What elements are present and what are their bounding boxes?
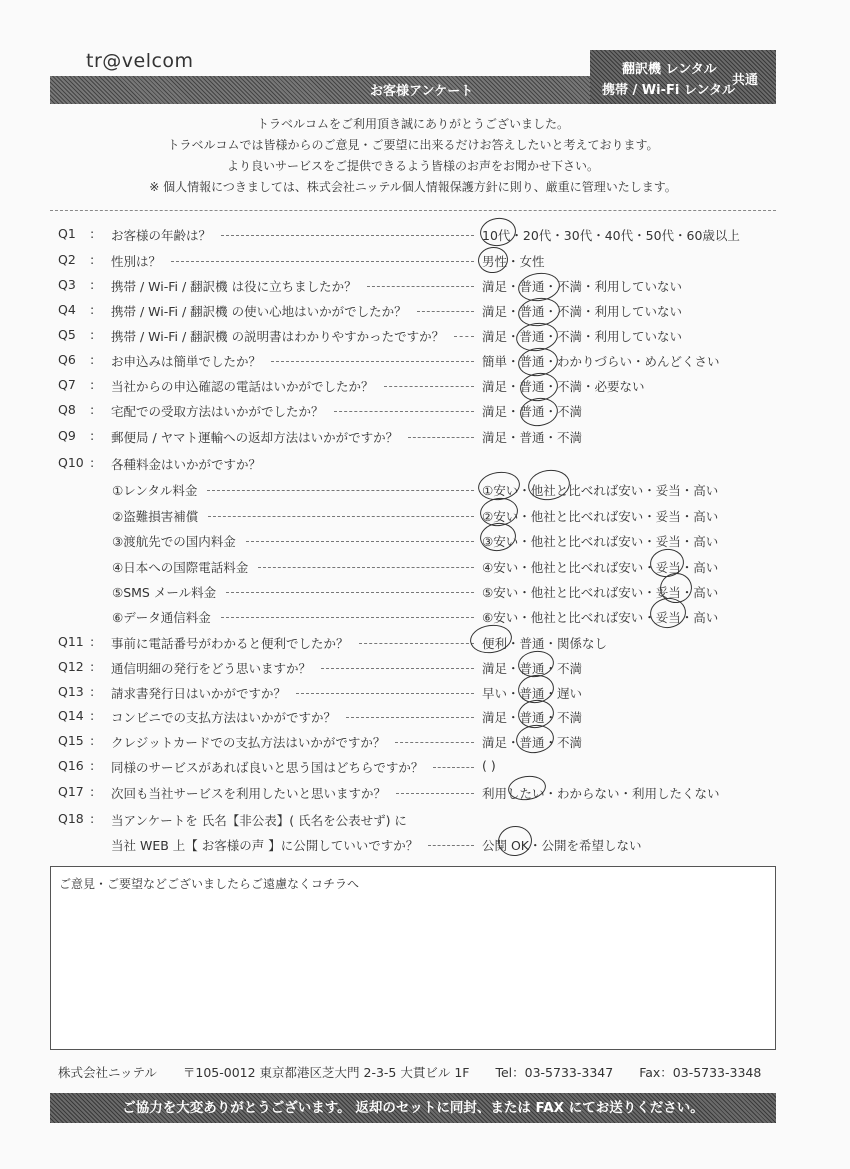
dashed-leader xyxy=(408,437,474,438)
answer-options[interactable]: 満足・普通・不満 xyxy=(482,661,583,676)
question-text: 通信明細の発行をどう思いますか？ xyxy=(111,661,312,676)
translator-rental-label: 翻訳機 レンタル xyxy=(622,62,717,77)
comment-label: ご意見・ご要望などございましたらご遠慮なくコチラへ xyxy=(59,877,360,891)
question-colon: : xyxy=(90,252,95,267)
question-number: Q7 xyxy=(58,377,76,392)
question-text: 当社 WEB 上【 お客様の声 】に公開していいですか？ xyxy=(111,838,419,853)
question-text: 宅配での受取方法はいかがでしたか？ xyxy=(111,404,324,419)
question-text: お客様の年齢は？ xyxy=(111,228,212,243)
question-colon: : xyxy=(90,277,95,292)
dashed-leader xyxy=(346,717,474,718)
answer-options[interactable]: ⑤安い・他社と比べれば安い・妥当・高い xyxy=(482,585,719,600)
question-text: 当社からの申込確認の電話はいかがでしたか？ xyxy=(111,379,374,394)
dashed-leader xyxy=(226,592,474,593)
question-text: ⑥データ通信料金 xyxy=(112,610,211,625)
question-text: ④日本への国際電話料金 xyxy=(112,560,249,575)
answer-options[interactable]: ( ) xyxy=(482,758,496,773)
dashed-leader xyxy=(384,386,474,387)
question-colon: : xyxy=(90,377,95,392)
question-number: Q14 xyxy=(58,708,84,723)
question-text: クレジットカードでの支払方法はいかがですか？ xyxy=(111,735,386,750)
question-text: ①レンタル料金 xyxy=(112,483,198,498)
travelcom-logo: tr@velcom xyxy=(86,50,194,72)
question-colon: : xyxy=(90,327,95,342)
question-text: 携帯 / Wi-Fi / 翻訳機 は役に立ちましたか？ xyxy=(111,279,357,294)
question-colon: : xyxy=(90,708,95,723)
answer-options[interactable]: 満足・普通・不満・利用していない xyxy=(482,279,683,294)
dashed-leader xyxy=(271,361,474,362)
question-text: お申込みは簡単でしたか？ xyxy=(111,354,262,369)
company-tel: Tel：03-5733-3347 xyxy=(495,1065,614,1080)
answer-options[interactable]: 満足・普通・不満 xyxy=(482,735,583,750)
question-number: Q11 xyxy=(58,634,84,649)
common-label: 共通 xyxy=(732,73,759,88)
question-text: 当アンケートを 氏名【非公表】( 氏名を公表せず) に xyxy=(111,813,407,828)
question-text: 各種料金はいかがですか？ xyxy=(111,457,262,472)
dashed-leader xyxy=(417,311,474,312)
dashed-leader xyxy=(171,261,474,262)
question-colon: : xyxy=(90,634,95,649)
dashed-leader xyxy=(296,693,474,694)
question-number: Q9 xyxy=(58,428,76,443)
question-number: Q16 xyxy=(58,758,84,773)
question-text: ⑤SMS メール料金 xyxy=(112,585,217,600)
question-colon: : xyxy=(90,402,95,417)
company-address: 〒105-0012 東京都港区芝大門 2-3-5 大貫ビル 1F xyxy=(182,1065,470,1080)
question-colon: : xyxy=(90,684,95,699)
dashed-leader xyxy=(246,541,474,542)
dashed-leader xyxy=(321,668,474,669)
dashed-leader xyxy=(221,617,474,618)
answer-options[interactable]: ②安い・他社と比べれば安い・妥当・高い xyxy=(482,509,719,524)
question-text: 事前に電話番号がわかると便利でしたか？ xyxy=(111,636,349,651)
question-colon: : xyxy=(90,811,95,826)
question-text: ②盗難損害補償 xyxy=(112,509,199,524)
company-info xyxy=(58,1063,761,1081)
dashed-leader xyxy=(396,793,474,794)
intro-line: トラベルコムをご利用頂き誠にありがとうございました。 xyxy=(256,117,569,131)
intro-line: ※ 個人情報につきましては、株式会社ニッテル個人情報保護方針に則り、厳重に管理いたします。 xyxy=(149,180,677,194)
answer-options[interactable]: 利用したい・わからない・利用したくない xyxy=(482,786,720,801)
service-label-box xyxy=(590,50,776,104)
question-colon: : xyxy=(90,302,95,317)
divider xyxy=(50,210,776,211)
answer-options[interactable]: 満足・普通・不満・利用していない xyxy=(482,304,683,319)
question-text: 携帯 / Wi-Fi / 翻訳機 の使い心地はいかがでしたか？ xyxy=(111,304,407,319)
question-colon: : xyxy=(90,352,95,367)
question-number: Q15 xyxy=(58,733,84,748)
question-colon: : xyxy=(90,733,95,748)
dashed-leader xyxy=(367,286,474,287)
dashed-leader xyxy=(428,845,474,846)
dashed-leader xyxy=(207,490,474,491)
answer-options[interactable]: ⑥安い・他社と比べれば安い・妥当・高い xyxy=(482,610,719,625)
question-text: 携帯 / Wi-Fi / 翻訳機 の説明書はわかりやすかったですか？ xyxy=(111,329,445,344)
question-colon: : xyxy=(90,455,95,470)
answer-options[interactable]: 満足・普通・不満 xyxy=(482,430,583,445)
question-number: Q10 xyxy=(58,455,84,470)
question-number: Q1 xyxy=(58,226,76,241)
dashed-leader xyxy=(359,643,474,644)
question-colon: : xyxy=(90,758,95,773)
question-colon: : xyxy=(90,659,95,674)
question-number: Q4 xyxy=(58,302,76,317)
dashed-leader xyxy=(258,567,474,568)
question-text: 同様のサービスがあれば良いと思う国はどちらですか？ xyxy=(111,760,424,775)
answer-options[interactable]: 公開 OK・公開を希望しない xyxy=(482,838,642,853)
question-number: Q12 xyxy=(58,659,84,674)
question-number: Q3 xyxy=(58,277,76,292)
answer-options[interactable]: 満足・普通・不満・必要ない xyxy=(482,379,645,394)
question-number: Q2 xyxy=(58,252,76,267)
company-name: 株式会社ニッテル xyxy=(58,1065,157,1080)
dashed-leader xyxy=(395,742,474,743)
question-number: Q17 xyxy=(58,784,84,799)
survey-title: お客様アンケート xyxy=(370,84,474,99)
answer-options[interactable]: 10代・20代・30代・40代・50代・60歳以上 xyxy=(482,228,740,243)
answer-options[interactable]: 便利・普通・関係なし xyxy=(482,636,608,651)
question-text: 郵便局 / ヤマト運輸への返却方法はいかがですか？ xyxy=(111,430,399,445)
intro-line: より良いサービスをご提供できるよう皆様のお声をお聞かせ下さい。 xyxy=(226,159,599,173)
question-colon: : xyxy=(90,226,95,241)
dashed-leader xyxy=(208,516,474,517)
answer-options[interactable]: ④安い・他社と比べれば安い・妥当・高い xyxy=(482,560,719,575)
dashed-leader xyxy=(221,235,474,236)
answer-options[interactable]: 簡単・普通・わかりづらい・めんどくさい xyxy=(482,354,720,369)
answer-options[interactable]: 満足・普通・不満 xyxy=(482,710,583,725)
question-colon: : xyxy=(90,784,95,799)
answer-options[interactable]: 満足・普通・不満・利用していない xyxy=(482,329,683,344)
dashed-leader xyxy=(433,767,474,768)
answer-options[interactable]: ③安い・他社と比べれば安い・妥当・高い xyxy=(482,534,719,549)
comment-box[interactable] xyxy=(50,866,776,1050)
intro-text xyxy=(50,114,776,198)
dashed-leader xyxy=(334,411,474,412)
question-text: 性別は？ xyxy=(111,254,162,269)
answer-options[interactable]: ①安い・他社と比べれば安い・妥当・高い xyxy=(482,483,719,498)
answer-options[interactable]: 満足・普通・不満 xyxy=(482,404,583,419)
dashed-leader xyxy=(454,336,474,337)
question-text: 次回も当社サービスを利用したいと思いますか？ xyxy=(111,786,387,801)
wifi-rental-label: 携帯 / Wi-Fi レンタル xyxy=(602,83,736,98)
question-number: Q5 xyxy=(58,327,76,342)
thanks-band: ご協力を大変ありがとうございます。 返却のセットに同封、または FAX にてお送りください。 xyxy=(50,1093,776,1123)
question-text: 請求書発行日はいかがですか？ xyxy=(111,686,287,701)
question-colon: : xyxy=(90,428,95,443)
question-number: Q13 xyxy=(58,684,84,699)
answer-options[interactable]: 男性・女性 xyxy=(482,254,545,269)
answer-options[interactable]: 早い・普通・遅い xyxy=(482,686,583,701)
question-text: ③渡航先での国内料金 xyxy=(112,534,236,549)
intro-line: トラベルコムでは皆様からのご意見・ご要望に出来るだけお答えしたいと考えております。 xyxy=(167,138,659,152)
question-number: Q18 xyxy=(58,811,84,826)
company-fax: Fax：03-5733-3348 xyxy=(639,1065,762,1080)
question-text: コンビニでの支払方法はいかがですか？ xyxy=(111,710,337,725)
question-number: Q8 xyxy=(58,402,76,417)
question-number: Q6 xyxy=(58,352,76,367)
